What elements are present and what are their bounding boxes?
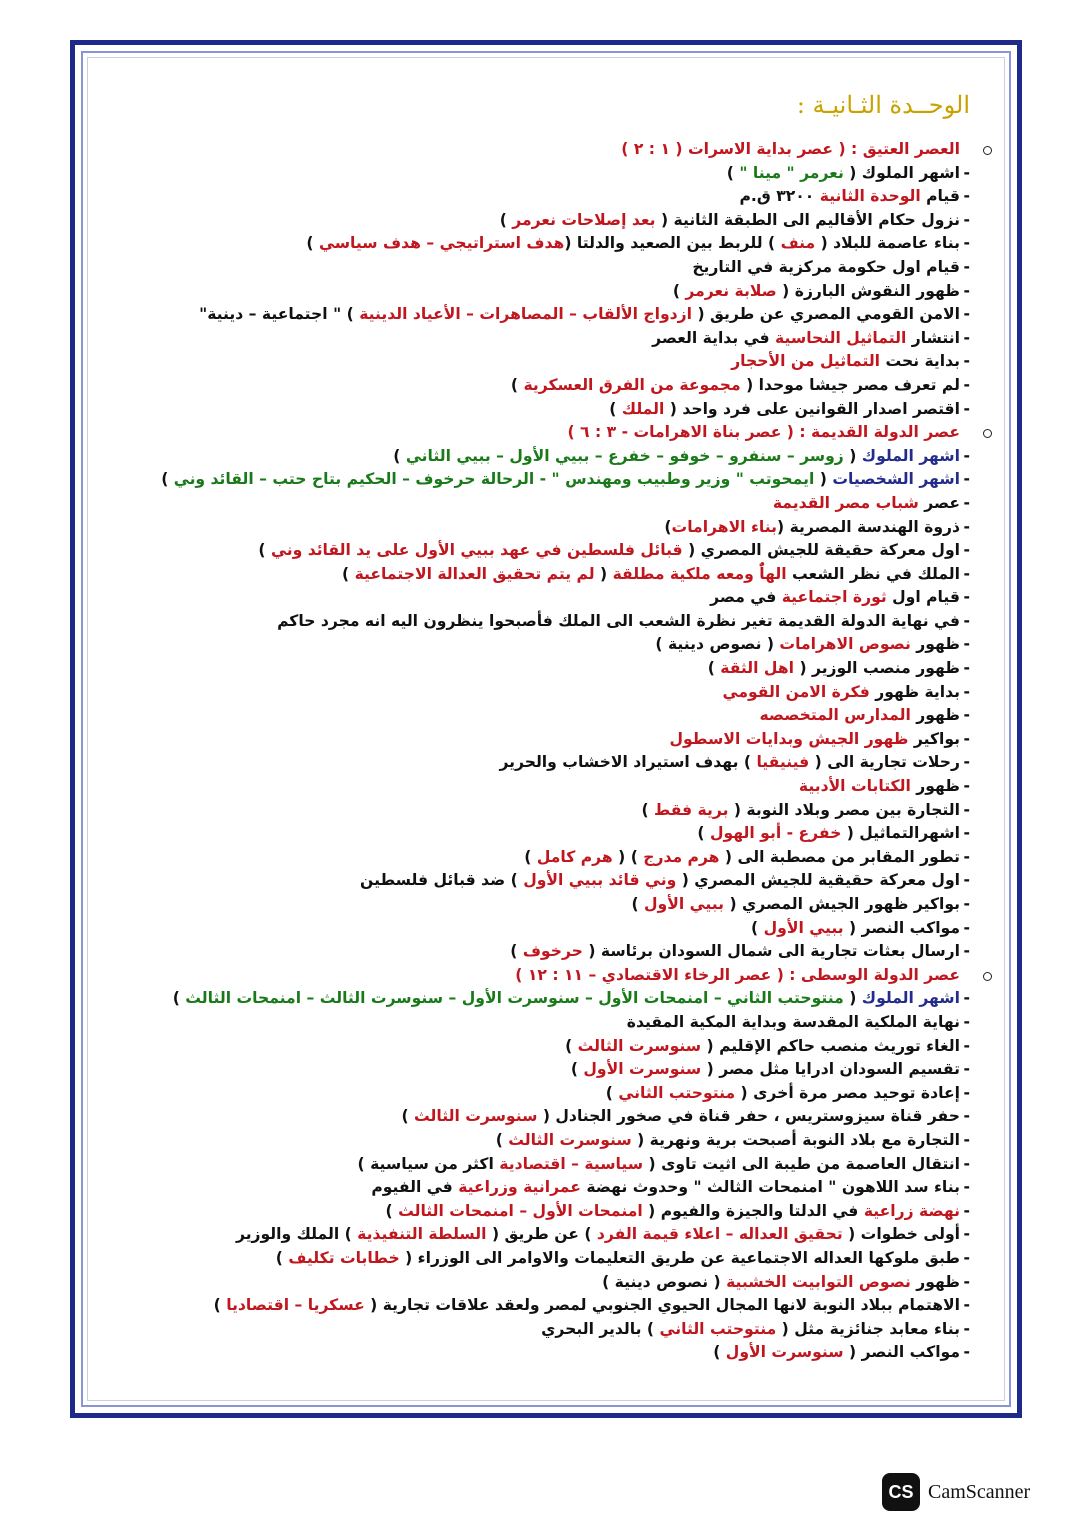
line-text: (: [594, 564, 613, 583]
line-text: حفر قناة سيزوستريس ، حفر قناة في صخور الجنادل (: [537, 1107, 960, 1126]
list-item: [170, 751, 970, 775]
list-item: [170, 987, 970, 1011]
line-text: ): [258, 541, 271, 560]
highlighted-text: وني قائد ببيي الأول: [523, 871, 677, 890]
highlighted-text: اشهر الملوك: [861, 989, 960, 1008]
list-item: [170, 633, 970, 657]
list-item: [170, 162, 970, 186]
highlighted-text: برية فقط: [654, 800, 729, 819]
list-item: [170, 398, 970, 422]
highlighted-text: امنمحات الأول – امنمحات الثالث: [398, 1201, 643, 1220]
line-text: بناء سد اللاهون " امنمحات الثالث " وحدوث نهضة: [580, 1178, 960, 1197]
list-item: [170, 940, 970, 964]
highlighted-text: خطابات تكليف: [288, 1248, 400, 1267]
highlighted-text: العصر العتيق : ( عصر بداية الاسرات ( ١ : ٢ ): [621, 140, 960, 158]
line-text: اكثر من سياسية ): [357, 1154, 500, 1173]
highlighted-text: ببيي الأول: [644, 895, 725, 913]
highlighted-text: صلابة نعرمر: [685, 281, 777, 300]
highlighted-text: الملك: [621, 399, 665, 418]
line-text: ): [275, 1248, 289, 1267]
line-text: (: [814, 470, 833, 489]
list-item: [170, 563, 970, 587]
line-text: تطور المقابر من مصطبة الى (: [719, 847, 960, 866]
line-text: الغاء توريث منصب حاكم الإقليم (: [701, 1036, 960, 1055]
line-text: ) الملك والوزير: [236, 1225, 358, 1244]
highlighted-text: زوسر – سنفرو – خوفو – خفرع – ببيي الأول – ببيي الثاني: [405, 446, 844, 465]
line-text: ( نصوص دينية ): [655, 635, 780, 654]
list-item: [170, 704, 970, 728]
line-text: الاهتمام ببلاد النوبة لانها المجال الحيوي الجنوبي لمصر ولعقد علاقات تجارية (: [364, 1296, 960, 1315]
highlighted-text: عصر الدولة القديمة : ( عصر بناة الاهرامات - ٣ : ٦ ): [567, 423, 960, 442]
highlighted-text: نهضة زراعية: [863, 1201, 960, 1220]
line-text: ): [641, 800, 654, 819]
line-text: ): [213, 1296, 227, 1315]
list-item: [170, 1153, 970, 1177]
highlighted-text: التماثيل من الأحجار: [731, 352, 881, 371]
list-item: [170, 1129, 970, 1153]
line-text: اقتصر اصدار القوانين على فرد واحد (: [664, 399, 960, 418]
list-item: [170, 280, 970, 304]
list-item: [161, 468, 970, 492]
line-text: نهاية الملكية المقدسة وبداية المكية المقيدة: [626, 1012, 960, 1031]
list-item: [170, 1294, 970, 1318]
line-text: في الدلتا والجيزة والفيوم (: [642, 1201, 864, 1220]
highlighted-text: بناء الاهرامات: [671, 517, 778, 536]
highlighted-text: سنوسرت الأول: [583, 1060, 702, 1079]
line-text: ) ضد قبائل فلسطين: [360, 871, 524, 890]
line-text: التجارة بين مصر وبلاد النوبة (: [728, 800, 960, 819]
highlighted-text: نصوص الاهرامات: [779, 635, 911, 654]
line-text: ) بهدف استيراد الاخشاب والحرير: [499, 753, 757, 772]
section-heading: [170, 964, 970, 988]
line-text: التجارة مع بلاد النوبة أصبحت برية ونهرية (: [631, 1130, 960, 1149]
highlighted-text: عمرانية وزراعية: [458, 1178, 581, 1197]
line-text: بناء عاصمة للبلاد (: [815, 234, 960, 253]
line-text: ): [342, 564, 355, 583]
line-text: انتقال العاصمة من طيبة الى اثيت تاوى (: [643, 1154, 960, 1173]
highlighted-text: منف: [780, 234, 816, 253]
line-text: (: [843, 989, 862, 1008]
line-text: قيام اول حكومة مركزية في التاريخ: [692, 257, 960, 276]
document-content: [161, 90, 970, 1365]
line-text: في بداية العصر: [652, 328, 776, 347]
highlighted-text: سنوسرت الثالث: [508, 1130, 632, 1149]
highlighted-text: اشهر الملوك: [861, 446, 960, 465]
highlighted-text: منتوحتب الثاني: [618, 1083, 736, 1102]
section-heading: [170, 421, 970, 445]
list-item: [170, 350, 970, 374]
list-item: [170, 1058, 970, 1082]
list-item: [170, 327, 970, 351]
line-text: ): [713, 1343, 726, 1362]
line-text: ٣٢٠٠ ق.م: [739, 187, 820, 206]
list-item: [170, 1271, 970, 1295]
list-item: [170, 516, 970, 540]
highlighted-text: هرم مدرج: [643, 847, 720, 866]
line-text: بناء معابد جنائزية مثل (: [776, 1319, 960, 1338]
line-text: ): [565, 1036, 578, 1055]
highlighted-text: لم يتم تحقيق العدالة الاجتماعية: [354, 564, 595, 583]
list-item: [170, 822, 970, 846]
highlighted-text: عسكريا – اقتصاديا: [226, 1296, 365, 1315]
line-text: ) (: [612, 847, 644, 866]
line-text: طبق ملوكها العداله الاجتماعية عن طريق التعليمات والاوامر الى الوزراء (: [399, 1248, 960, 1267]
highlighted-text: ببيي الأول: [763, 918, 844, 937]
highlighted-text: نعرمر " مينا ": [739, 163, 844, 182]
line-text: ): [306, 234, 319, 253]
highlighted-text: بعد إصلاحات نعرمر: [512, 210, 656, 229]
highlighted-text: التماثيل النحاسية: [775, 328, 907, 347]
line-text: ): [631, 895, 645, 913]
highlighted-text: تحقيق العداله – اعلاء قيمة الفرد: [596, 1225, 843, 1244]
highlighted-text: السلطة التنفيذية: [357, 1225, 487, 1244]
highlighted-text: هدف استراتيجي – هدف سياسي: [318, 234, 565, 253]
list-item: [170, 256, 970, 280]
highlighted-text: ظهور الجيش وبدايات الاسطول: [669, 729, 909, 748]
highlighted-text: مجموعة من الفرق العسكرية: [523, 375, 741, 394]
line-text: قيام اول: [886, 588, 960, 607]
unit-title: الوحــدة الثـانيـة :: [796, 91, 970, 119]
line-text: في الفيوم: [371, 1178, 459, 1197]
line-text: بداية ظهور: [869, 682, 960, 701]
highlighted-text: المدارس المتخصصه: [759, 706, 911, 725]
line-text: بداية نحت: [880, 352, 960, 371]
line-text: ): [570, 1060, 584, 1079]
line-text: مواكب النصر (: [843, 918, 960, 937]
list-item: [170, 209, 970, 233]
highlighted-text: فكرة الامن القومي: [722, 682, 870, 701]
line-text: ) " اجتماعية – دينية": [199, 305, 360, 324]
line-text: ارسال بعثات تجارية الى شمال السودان برئاسة (: [582, 942, 960, 961]
line-text: الملك في نظر الشعب: [786, 564, 960, 583]
line-text: ): [672, 281, 686, 300]
highlighted-text: سياسية – اقتصادية: [499, 1154, 644, 1173]
highlighted-text: حرخوف: [522, 942, 583, 961]
line-text: ظهور منصب الوزير (: [794, 659, 960, 678]
highlighted-text: اهل الثقة: [720, 659, 795, 678]
line-text: ذروة الهندسة المصرية (: [777, 517, 960, 536]
highlighted-text: نصوص التوابيت الخشبية: [726, 1272, 911, 1291]
list-item: [170, 799, 970, 823]
line-text: بواكير ظهور الجيش المصري (: [724, 895, 960, 913]
list-item: [170, 1247, 970, 1271]
line-text: اشهرالتماثيل (: [841, 824, 960, 843]
highlighted-text: الوحدة الثانية: [819, 187, 921, 206]
line-text: اول معركة حقيقة للجيش المصري (: [682, 541, 960, 560]
line-text: ظهور: [910, 1272, 960, 1291]
highlighted-text: هرم كامل: [536, 847, 613, 866]
highlighted-text: عصر الدولة الوسطى : ( عصر الرخاء الاقتصادي – ١١ : ١٢ ): [515, 965, 960, 984]
list-item: [170, 610, 970, 634]
highlighted-text: الكتابات الأدبية: [798, 777, 911, 796]
highlighted-text: سنوسرت الأول: [725, 1343, 844, 1362]
line-text: ): [664, 517, 672, 536]
line-text: ( نصوص دينية ): [602, 1272, 727, 1291]
line-text: ): [609, 399, 622, 418]
line-text: أولى خطوات (: [842, 1225, 960, 1244]
line-text: ) عن طريق (: [486, 1225, 597, 1244]
line-text: تقسيم السودان ادرايا مثل مصر (: [701, 1060, 960, 1079]
highlighted-text: فينيقيا: [756, 753, 810, 772]
line-text: رحلات تجارية الى (: [809, 753, 960, 772]
highlighted-text: الهاًٌ ومعه ملكية مطلقة: [612, 564, 787, 583]
camscanner-logo-icon: CS: [882, 1473, 920, 1511]
line-text: لم تعرف مصر جيشا موحدا (: [740, 375, 960, 394]
section-heading: [170, 138, 970, 162]
list-item: [170, 539, 970, 563]
list-item: [170, 846, 970, 870]
line-text: ظهور النقوش البارزة (: [776, 281, 960, 300]
list-item: [170, 445, 970, 469]
line-text: ): [161, 470, 174, 489]
line-text: في مصر: [710, 588, 782, 607]
line-text: بواكير: [908, 729, 960, 748]
list-item: [170, 1200, 970, 1224]
line-text: قيام: [920, 187, 960, 206]
highlighted-text: ثورة اجتماعية: [781, 588, 887, 607]
highlighted-text: ازدواج الألقاب – المصاهرات – الأعياد الدينية: [359, 305, 693, 324]
line-text: ): [605, 1083, 619, 1102]
list-item: [170, 1035, 970, 1059]
list-item: [170, 681, 970, 705]
line-text: ): [393, 446, 406, 465]
line-text: ): [524, 847, 537, 866]
list-item: [170, 1176, 970, 1200]
highlighted-text: ايمحوتب " وزير وطبيب ومهندس " - الرحالة حرخوف – الحكيم بتاح حتب – القائد وني: [173, 470, 815, 489]
line-text: الامن القومي المصري عن طريق (: [692, 305, 960, 324]
line-text: ظهور: [910, 777, 960, 796]
line-text: اشهر الملوك (: [843, 163, 960, 182]
line-text: ): [726, 163, 740, 182]
list-item: [170, 893, 970, 917]
highlighted-text: شباب مصر القديمة: [772, 493, 919, 512]
highlighted-text: سنوسرت الثالث: [414, 1107, 538, 1126]
list-item: [170, 185, 970, 209]
highlighted-text: منتوحتب الثاني: [659, 1319, 777, 1338]
line-text: ): [697, 824, 710, 843]
list-item: [170, 728, 970, 752]
line-text: مواكب النصر (: [843, 1343, 960, 1362]
line-text: ): [401, 1107, 415, 1126]
list-item: [170, 232, 970, 256]
line-text: ): [510, 942, 523, 961]
line-text: عصر: [918, 493, 960, 512]
list-item: [170, 586, 970, 610]
notes-list: [161, 138, 970, 1365]
highlighted-text: خفرع - أبو الهول: [709, 824, 842, 843]
line-text: ): [751, 918, 764, 937]
camscanner-watermark: [882, 1472, 1030, 1512]
list-item: [170, 1223, 970, 1247]
line-text: ظهور: [910, 635, 960, 654]
line-text: ): [499, 210, 513, 229]
list-item: [170, 775, 970, 799]
line-text: ): [495, 1130, 509, 1149]
line-text: ): [707, 659, 721, 678]
highlighted-text: سنوسرت الثالث: [577, 1036, 702, 1055]
line-text: ظهور: [910, 706, 960, 725]
line-text: في نهاية الدولة القديمة تغير نظرة الشعب الى الملك فأصبحوا ينظرون اليه انه مجرد حاكم: [277, 611, 960, 630]
line-text: (: [843, 446, 862, 465]
line-text: نزول حكام الأقاليم الى الطبقة الثانية (: [655, 210, 960, 229]
list-item: [170, 657, 970, 681]
line-text: ): [510, 375, 524, 394]
list-item: [170, 303, 970, 327]
list-item: [170, 1341, 970, 1365]
list-item: [170, 1105, 970, 1129]
list-item: [170, 1082, 970, 1106]
camscanner-label: CamScanner: [928, 1480, 1031, 1503]
highlighted-text: منتوحتب الثاني – امنمحات الأول – سنوسرت الأول – سنوسرت الثالث – امنمحات الثالث: [185, 989, 844, 1008]
list-item: [170, 374, 970, 398]
list-item: [170, 492, 970, 516]
line-text: ): [172, 989, 186, 1008]
list-item: [170, 1011, 970, 1035]
line-text: انتشار: [906, 328, 960, 347]
list-item: [170, 1318, 970, 1342]
line-text: ): [385, 1201, 399, 1220]
line-text: ) للربط بين الصعيد والدلتا (: [564, 234, 781, 253]
line-text: اول معركة حقيقية للجيش المصري (: [676, 871, 960, 890]
highlighted-text: قبائل فلسطين في عهد ببيي الأول على يد القائد وني: [270, 541, 683, 560]
line-text: ) بالدير البحري: [541, 1319, 660, 1338]
list-item: [170, 917, 970, 941]
list-item: [170, 869, 970, 893]
highlighted-text: اشهر الشخصيات: [832, 470, 960, 489]
line-text: إعادة توحيد مصر مرة أخرى (: [735, 1083, 960, 1102]
